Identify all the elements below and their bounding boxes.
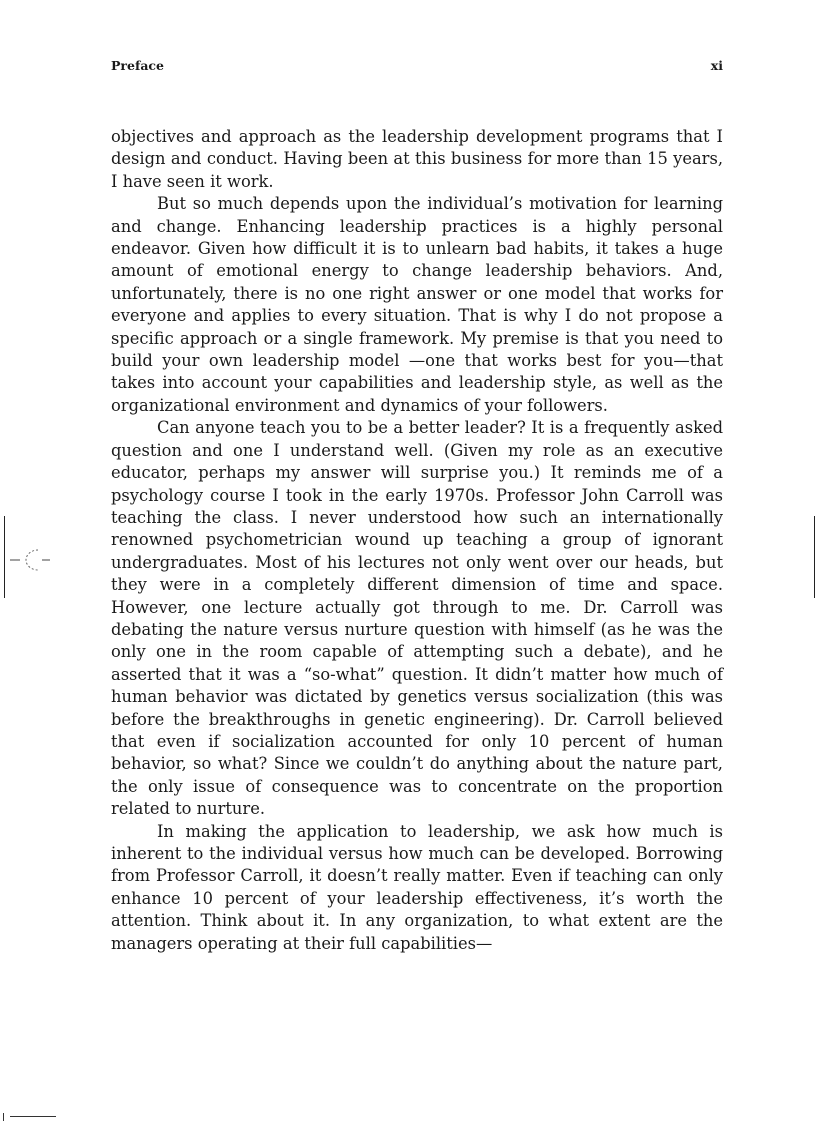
running-head bbox=[111, 58, 723, 78]
body-text bbox=[111, 126, 723, 955]
paragraph: Can anyone teach you to be a better leader? It is a frequently asked question and one I understand well. (Given my role as an executive educator, perhaps my answer will surprise you.) It reminds me of a psychology course I took in the early 1970s. Professor John Carroll was teaching the class. I never understood how such an internationally renowned psychometrician wound up teaching a group of ignorant undergraduates. Most of his lectures not only went over our heads, but they were in a completely different dimension of time and space. However, one lecture actually got through to me. Dr. Carroll was debating the nature versus nurture question with himself (as he was the only one in the room capable of attempting such a debate), and he asserted that it was a “so-what” question. It didn’t matter how much of human behavior was dictated by genetics versus socialization (this was before the breakthroughs in genetic engineering). Dr. Carroll believed that even if socialization accounted for only 10 percent of human behavior, so what? Since we couldn’t do anything about the nature part, the only issue of consequence was to concentrate on the proportion related to nurture. bbox=[111, 418, 723, 819]
bottom-crop-tick bbox=[3, 1113, 4, 1121]
running-head-title: Preface bbox=[111, 58, 164, 73]
bottom-crop-rule bbox=[10, 1116, 56, 1117]
paragraph: In making the application to leadership, we ask how much is inherent to the individual versus how much can be developed. Borrowing from Professor Carroll, it doesn’t really matter. Even if teaching can only enhance 10 percent of your leadership effectiveness, it’s worth the attention. Think about it. In any organization, to what extent are the managers operating at their full capabilities— bbox=[111, 821, 723, 953]
paragraph: But so much depends upon the individual’s motivation for learning and change. Enhancing leadership practices is a highly personal endeavor. Given how difficult it is to unlearn bad habits, it takes a huge amount of emotional energy to change leadership behaviors. And, unfortunately, there is no one right answer or one model that works for everyone and applies to every situation. That is why I do not propose a specific approach or a single framework. My premise is that you need to build your own leadership model —one that works best for you—that takes into account your capabilities and leadership style, as well as the organizational environment and dynamics of your followers. bbox=[111, 194, 723, 415]
paragraph-continued: objectives and approach as the leadership development programs that I design and conduct. Having been at this business for more than 15 years, I have seen it work. bbox=[111, 127, 723, 191]
crop-mark-left bbox=[4, 516, 5, 598]
page-number: xi bbox=[710, 58, 723, 73]
crop-mark-right bbox=[814, 516, 815, 598]
registration-mark-icon bbox=[10, 545, 54, 575]
